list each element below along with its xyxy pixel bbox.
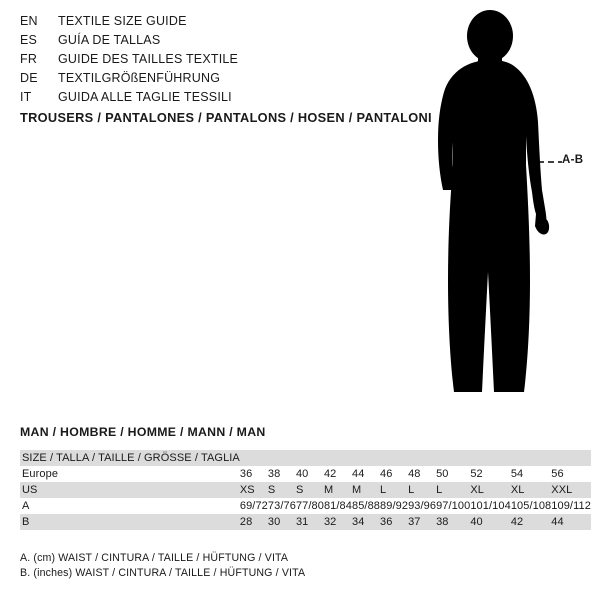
table-row bbox=[20, 514, 591, 530]
cell: M bbox=[352, 482, 380, 498]
cell: 89/92 bbox=[380, 500, 409, 512]
language-code-it: IT bbox=[20, 90, 32, 104]
language-code-es: ES bbox=[20, 33, 38, 47]
footnotes bbox=[20, 552, 305, 582]
table-row bbox=[20, 482, 591, 498]
language-header-block bbox=[20, 14, 350, 109]
language-text-en: TEXTILE SIZE GUIDE bbox=[58, 14, 187, 28]
cell: L bbox=[408, 482, 436, 498]
footnote-a: A. (cm) WAIST / CINTURA / TAILLE / HÜFTUNG / VITA bbox=[20, 552, 289, 564]
table-row bbox=[20, 498, 591, 514]
language-text-it: GUIDA ALLE TAGLIE TESSILI bbox=[58, 90, 232, 104]
cell: M bbox=[324, 482, 352, 498]
cell: 69/72 bbox=[239, 500, 268, 512]
table-row bbox=[20, 466, 591, 482]
cell: 97/100 bbox=[436, 500, 471, 512]
cell bbox=[551, 450, 591, 466]
row-label-size: SIZE / TALLA / TAILLE / GRÖSSE / TAGLIA bbox=[22, 452, 240, 464]
cell: 40 bbox=[470, 514, 510, 530]
cell: 85/88 bbox=[352, 500, 381, 512]
cell bbox=[268, 450, 296, 466]
male-figure-illustration bbox=[410, 10, 590, 410]
row-label-a: A bbox=[22, 500, 30, 512]
cell: 37 bbox=[408, 514, 436, 530]
footnote-b: B. (inches) WAIST / CINTURA / TAILLE / HÜFTUNG / VITA bbox=[20, 567, 306, 579]
language-row-de bbox=[20, 71, 350, 90]
language-code-en: EN bbox=[20, 14, 38, 28]
language-row-es bbox=[20, 33, 350, 52]
cell: 50 bbox=[436, 468, 449, 480]
cell: 42 bbox=[511, 514, 551, 530]
cell bbox=[470, 450, 510, 466]
cell: 44 bbox=[352, 468, 365, 480]
cell: L bbox=[436, 482, 470, 498]
language-text-de: TEXTILGRÖßENFÜHRUNG bbox=[58, 71, 221, 85]
cell: 48 bbox=[408, 468, 421, 480]
row-label-b: B bbox=[20, 514, 240, 530]
cell: 28 bbox=[240, 514, 268, 530]
cell bbox=[408, 450, 436, 466]
garment-title: TROUSERS / PANTALONES / PANTALONS / HOSEN / PANTALONI bbox=[20, 110, 432, 125]
language-code-fr: FR bbox=[20, 52, 38, 66]
cell bbox=[380, 450, 408, 466]
cell bbox=[511, 450, 551, 466]
cell: 44 bbox=[551, 514, 591, 530]
language-text-es: GUÍA DE TALLAS bbox=[58, 33, 161, 47]
cell: 32 bbox=[324, 514, 352, 530]
cell: 93/96 bbox=[408, 500, 437, 512]
cell: 54 bbox=[510, 468, 524, 480]
cell: XXL bbox=[551, 482, 591, 498]
language-row-it bbox=[20, 90, 350, 109]
cell: 36 bbox=[239, 468, 253, 480]
cell bbox=[296, 450, 324, 466]
cell: 42 bbox=[323, 468, 337, 480]
cell: 46 bbox=[380, 468, 393, 480]
cell: 109/112 bbox=[551, 500, 591, 512]
cell bbox=[324, 450, 352, 466]
cell: XL bbox=[470, 482, 510, 498]
cell: 81/84 bbox=[323, 500, 352, 512]
table-row bbox=[20, 450, 591, 466]
cell: 56 bbox=[551, 468, 564, 480]
cell bbox=[240, 450, 268, 466]
cell: S bbox=[296, 482, 324, 498]
cell: 105/108 bbox=[510, 500, 552, 512]
language-row-en bbox=[20, 14, 350, 33]
row-label-us: US bbox=[20, 482, 240, 498]
language-code-de: DE bbox=[20, 71, 38, 85]
cell: 40 bbox=[295, 468, 309, 480]
cell: 101/104 bbox=[470, 500, 511, 512]
cell: L bbox=[380, 482, 408, 498]
cell: 36 bbox=[380, 514, 408, 530]
cell: 52 bbox=[470, 468, 483, 480]
cell: 31 bbox=[296, 514, 324, 530]
cell: 38 bbox=[267, 468, 281, 480]
cell: 77/80 bbox=[295, 500, 324, 512]
language-row-fr bbox=[20, 52, 350, 71]
cell: 73/76 bbox=[267, 500, 296, 512]
row-label-europe: Europe bbox=[22, 468, 59, 480]
cell: XL bbox=[511, 482, 551, 498]
language-text-fr: GUIDE DES TAILLES TEXTILE bbox=[58, 52, 239, 66]
table-section-title: MAN / HOMBRE / HOMME / MANN / MAN bbox=[20, 425, 266, 439]
size-table bbox=[20, 450, 591, 530]
cell bbox=[352, 450, 380, 466]
cell: S bbox=[268, 482, 296, 498]
measure-label-ab: A-B bbox=[562, 154, 584, 166]
cell: 30 bbox=[268, 514, 296, 530]
cell: XS bbox=[240, 482, 268, 498]
cell bbox=[436, 450, 470, 466]
cell: 38 bbox=[436, 514, 470, 530]
cell: 34 bbox=[352, 514, 380, 530]
